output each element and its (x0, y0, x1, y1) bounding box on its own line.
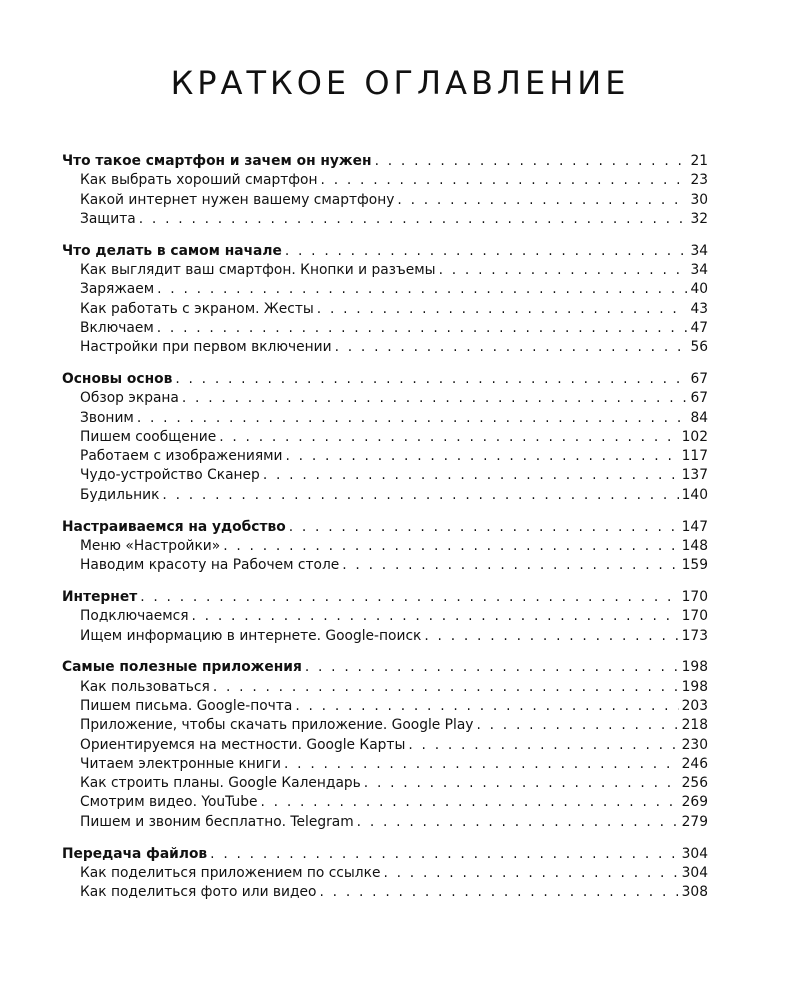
toc-section-heading[interactable] (62, 152, 708, 171)
page-number: 198 (681, 659, 708, 676)
dot-leader (439, 261, 688, 280)
entry-title: Настройки при первом включении (80, 339, 332, 356)
dot-leader (223, 537, 678, 556)
toc-entry[interactable] (62, 716, 708, 735)
entry-title: Пишем письма. Google-почта (80, 697, 293, 714)
toc-entry[interactable] (62, 883, 708, 902)
page-number: 32 (690, 210, 708, 227)
entry-title: Как поделиться приложением по ссылке (80, 864, 381, 881)
dot-leader (408, 736, 678, 755)
page-number: 30 (690, 191, 708, 208)
section-title: Интернет (62, 588, 138, 605)
page-number: 173 (681, 627, 708, 644)
toc-entry[interactable] (62, 864, 708, 883)
entry-title: Чудо-устройство Сканер (80, 467, 260, 484)
page-number: 170 (681, 588, 708, 605)
toc-section (62, 242, 708, 358)
entry-title: Будильник (80, 486, 160, 503)
page-number: 21 (690, 153, 708, 169)
toc-entry[interactable] (62, 389, 708, 408)
entry-title: Смотрим видео. YouTube (80, 794, 258, 811)
toc-entry[interactable] (62, 280, 708, 299)
toc-section (62, 588, 708, 646)
toc-entry[interactable] (62, 171, 708, 190)
dot-leader (295, 697, 678, 716)
dot-leader (357, 813, 679, 832)
entry-title: Наводим красоту на Рабочем столе (80, 557, 340, 574)
dot-leader (375, 152, 688, 171)
page-number: 84 (690, 409, 708, 426)
entry-title: Ищем информацию в интернете. Google-поиск (80, 627, 422, 644)
entry-title: Подключаемся (80, 608, 189, 625)
dot-leader (364, 774, 679, 793)
dot-leader (286, 447, 679, 466)
page-number: 40 (690, 281, 708, 298)
page-number: 148 (681, 537, 708, 554)
dot-leader (157, 319, 688, 338)
toc-section-heading[interactable] (62, 370, 708, 389)
dot-leader (175, 370, 687, 389)
toc-entry[interactable] (62, 428, 708, 447)
dot-leader (284, 755, 679, 774)
toc-entry[interactable] (62, 300, 708, 319)
dot-leader (219, 428, 678, 447)
toc-section (62, 845, 708, 903)
toc-section (62, 518, 708, 576)
entry-title: Какой интернет нужен вашему смартфону (80, 191, 395, 208)
dot-leader (424, 627, 678, 646)
toc-entry[interactable] (62, 697, 708, 716)
dot-leader (260, 793, 678, 812)
page-number: 47 (690, 319, 708, 336)
toc-entry[interactable] (62, 338, 708, 357)
dot-leader (383, 864, 678, 883)
toc-entry[interactable] (62, 793, 708, 812)
entry-title: Заряжаем (80, 281, 155, 298)
dot-leader (210, 845, 678, 864)
page-number: 170 (681, 608, 708, 625)
section-title: Передача файлов (62, 845, 208, 862)
dot-leader (140, 588, 678, 607)
page-number: 147 (681, 518, 708, 535)
page-number: 246 (681, 755, 708, 772)
dot-leader (321, 171, 688, 190)
page-number: 23 (690, 172, 708, 189)
toc-entry[interactable] (62, 191, 708, 210)
page-number: 34 (690, 261, 708, 278)
entry-title: Меню «Настройки» (80, 537, 221, 554)
entry-title: Как выбрать хороший смартфон (80, 172, 318, 189)
entry-title: Включаем (80, 319, 154, 336)
entry-title: Как пользоваться (80, 678, 210, 695)
page-number: 117 (681, 448, 708, 465)
section-title: Настраиваемся на удобство (62, 518, 286, 535)
toc-entry[interactable] (62, 409, 708, 428)
page-number: 218 (681, 717, 708, 734)
entry-title: Работаем с изображениями (80, 448, 283, 465)
dot-leader (317, 300, 688, 319)
page-number: 230 (681, 736, 708, 753)
dot-leader (289, 518, 679, 537)
toc-entry[interactable] (62, 447, 708, 466)
toc-entry[interactable] (62, 466, 708, 485)
page-number: 279 (681, 813, 708, 830)
entry-title: Как работать с экраном. Жесты (80, 300, 314, 317)
dot-leader (182, 389, 688, 408)
page-number: 203 (681, 697, 708, 714)
section-title: Самые полезные приложения (62, 659, 302, 676)
dot-leader (320, 883, 679, 902)
dot-leader (342, 556, 678, 575)
toc-section-heading[interactable] (62, 845, 708, 864)
entry-title: Как выглядит ваш смартфон. Кнопки и разъемы (80, 261, 436, 278)
entry-title: Как строить планы. Google Календарь (80, 775, 361, 792)
toc-entry[interactable] (62, 755, 708, 774)
toc-entry[interactable] (62, 607, 708, 626)
page-title: КРАТКОЕ ОГЛАВЛЕНИЕ (170, 64, 630, 102)
toc-entry[interactable] (62, 210, 708, 229)
toc-section-heading[interactable] (62, 242, 708, 261)
page-number: 256 (681, 775, 708, 792)
toc-section-heading[interactable] (62, 658, 708, 677)
page-number: 304 (681, 864, 708, 881)
toc-entry[interactable] (62, 813, 708, 832)
dot-leader (285, 242, 688, 261)
dot-leader (137, 409, 688, 428)
entry-title: Приложение, чтобы скачать приложение. Google Play (80, 717, 474, 734)
section-title: Что делать в самом начале (62, 242, 282, 259)
section-title: Что такое смартфон и зачем он нужен (62, 153, 372, 169)
page-number: 137 (681, 467, 708, 484)
toc-section (62, 370, 708, 505)
dot-leader (305, 658, 679, 677)
dot-leader (335, 338, 688, 357)
page-number: 67 (690, 370, 708, 387)
toc-entry[interactable] (62, 678, 708, 697)
table-of-contents (62, 152, 708, 915)
toc-entry[interactable] (62, 537, 708, 556)
entry-title: Обзор экрана (80, 390, 179, 407)
page-number: 140 (681, 486, 708, 503)
toc-entry[interactable] (62, 486, 708, 505)
page-number: 34 (690, 242, 708, 259)
entry-title: Как поделиться фото или видео (80, 884, 317, 901)
toc-entry[interactable] (62, 774, 708, 793)
page-number: 308 (681, 884, 708, 901)
page-number: 269 (681, 794, 708, 811)
dot-leader (157, 280, 687, 299)
page-number: 159 (681, 557, 708, 574)
dot-leader (192, 607, 679, 626)
dot-leader (397, 191, 687, 210)
entry-title: Ориентируемся на местности. Google Карты (80, 736, 406, 753)
entry-title: Защита (80, 210, 136, 227)
entry-title: Читаем электронные книги (80, 755, 281, 772)
entry-title: Пишем и звоним бесплатно. Telegram (80, 813, 354, 830)
toc-section (62, 152, 708, 229)
toc-entry[interactable] (62, 261, 708, 280)
toc-section-heading[interactable] (62, 518, 708, 537)
entry-title: Звоним (80, 409, 134, 426)
page-number: 43 (690, 300, 708, 317)
page-number: 67 (690, 390, 708, 407)
dot-leader (213, 678, 679, 697)
page-number: 304 (681, 845, 708, 862)
toc-entry[interactable] (62, 736, 708, 755)
toc-entry[interactable] (62, 319, 708, 338)
page-number: 198 (681, 678, 708, 695)
dot-leader (476, 716, 678, 735)
toc-section (62, 658, 708, 832)
entry-title: Пишем сообщение (80, 428, 217, 445)
dot-leader (139, 210, 688, 229)
toc-entry[interactable] (62, 627, 708, 646)
page-number: 102 (681, 428, 708, 445)
toc-entry[interactable] (62, 556, 708, 575)
dot-leader (162, 486, 678, 505)
section-title: Основы основ (62, 370, 173, 387)
toc-section-heading[interactable] (62, 588, 708, 607)
dot-leader (263, 466, 679, 485)
page-number: 56 (690, 339, 708, 356)
